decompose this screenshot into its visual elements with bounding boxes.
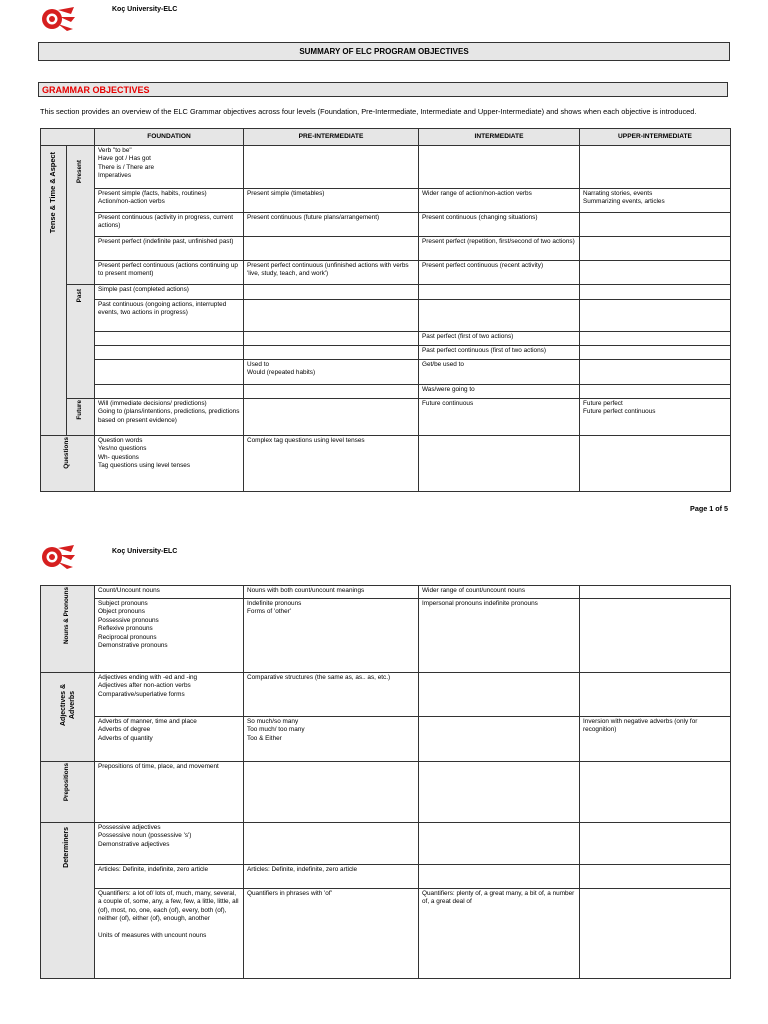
table-row (41, 673, 731, 717)
cell-line: Quantifiers: a lot of/ lots of, much, many, several, a couple of, some, any, a few, few, a little, little, all (of), most, no, one, each (of), every, both (of), neither (of), either (of), enough, another (98, 890, 239, 923)
table-row (41, 823, 731, 865)
cell (580, 261, 731, 285)
cell (419, 865, 580, 889)
col-header-upper-intermediate: UPPER-INTERMEDIATE (580, 129, 731, 146)
cell-line: Reflexive pronouns (98, 625, 153, 633)
table-row (41, 865, 731, 889)
cell-line: Wh- questions (98, 453, 139, 461)
table-row (41, 436, 731, 492)
cell-line: Future perfect (583, 400, 623, 407)
cell: Was/were going to (419, 385, 580, 399)
cell (95, 346, 244, 360)
cell (244, 146, 419, 189)
cell (244, 823, 419, 865)
cell-line: Comparative/superlative forms (98, 690, 185, 698)
cell: Present perfect continuous (actions continuing up to present moment) (95, 261, 244, 285)
cell-line: There is / There are (98, 163, 155, 171)
cell (580, 762, 731, 823)
cell (95, 599, 244, 673)
section-intro: This section provides an overview of the ELC Grammar objectives across four levels (Foundation, Pre-Intermediate, Intermediate and Upper-Intermediate) and shows when each objective is introduced. (40, 107, 697, 116)
group-prepositions: Prepositions (41, 762, 95, 823)
cell: Present continuous (future plans/arrangement) (244, 213, 419, 237)
cell: Present perfect (repetition, first/second of two actions) (419, 237, 580, 261)
cell: Comparative structures (the same as, as.. as, etc.) (244, 673, 419, 717)
cell: Present perfect continuous (recent activity) (419, 261, 580, 285)
cell-line: Possessive noun (possessive 's') (98, 832, 192, 840)
cell-line: Possessive pronouns (98, 616, 159, 624)
cell-line: Question words (98, 437, 143, 444)
cell (244, 762, 419, 823)
cell (580, 586, 731, 599)
group-tense: Tense & Time & Aspect (41, 146, 67, 436)
cell (244, 360, 419, 385)
cell: Articles: Definite, indefinite, zero article (244, 865, 419, 889)
cell (95, 717, 244, 762)
cell: Present simple (timetables) (244, 189, 419, 213)
cell (580, 146, 731, 189)
cell-line: Future perfect continuous (583, 408, 656, 416)
cell-line: Verb "to be" (98, 147, 132, 154)
cell (580, 285, 731, 300)
table-row (41, 599, 731, 673)
cell (419, 673, 580, 717)
cell: Wider range of action/non-action verbs (419, 189, 580, 213)
subgroup-present: Present (67, 146, 95, 285)
col-header-foundation: FOUNDATION (95, 129, 244, 146)
table-row (41, 285, 731, 300)
cell (580, 300, 731, 332)
cell (580, 889, 731, 979)
group-nouns-pronouns: Nouns & Pronouns (41, 586, 95, 673)
cell: Articles: Definite, indefinite, zero article (95, 865, 244, 889)
cell (580, 673, 731, 717)
cell: Wider range of count/uncount nouns (419, 586, 580, 599)
cell (580, 237, 731, 261)
grammar-table-page-2 (40, 585, 731, 979)
cell-line: Yes/no questions (98, 445, 147, 453)
cell: Quantifiers: plenty of, a great many, a bit of, a number of, a great deal of (419, 889, 580, 979)
cell: Simple past (completed actions) (95, 285, 244, 300)
table-row (41, 146, 731, 189)
cell: Past continuous (ongoing actions, interrupted events, two actions in progress) (95, 300, 244, 332)
cell-line: Going to (plans/intentions, predictions, predictions based on present evidence) (98, 408, 240, 424)
cell (95, 399, 244, 436)
cell (580, 436, 731, 492)
cell: Present continuous (changing situations) (419, 213, 580, 237)
cell: Complex tag questions using level tenses (244, 436, 419, 492)
cell-line: So much/so many (247, 718, 299, 725)
col-header-intermediate: INTERMEDIATE (419, 129, 580, 146)
cell-line: Used to (247, 361, 270, 368)
cell: Past perfect continuous (first of two actions) (419, 346, 580, 360)
cell-line (98, 924, 240, 932)
cell: Nouns with both count/uncount meanings (244, 586, 419, 599)
cell-line: Forms of 'other' (247, 608, 291, 616)
cell (244, 300, 419, 332)
cell-line: Object pronouns (98, 608, 145, 616)
cell (419, 823, 580, 865)
cell (580, 399, 731, 436)
table-header-row (41, 129, 731, 146)
cell (244, 346, 419, 360)
cell (244, 599, 419, 673)
cell (244, 332, 419, 346)
cell (419, 300, 580, 332)
document-title: SUMMARY OF ELC PROGRAM OBJECTIVES (38, 42, 730, 61)
cell-line: Units of measures with uncount nouns (98, 932, 207, 940)
cell (580, 599, 731, 673)
cell (244, 717, 419, 762)
group-adjectives-adverbs: Adjectives & Adverbs (41, 673, 95, 762)
table-row (41, 762, 731, 823)
cell: Quantifiers in phrases with 'of' (244, 889, 419, 979)
cell (95, 360, 244, 385)
cell-line: Reciprocal pronouns (98, 633, 157, 641)
table-row (41, 237, 731, 261)
cell (95, 436, 244, 492)
table-row (41, 213, 731, 237)
koc-university-logo-icon (38, 542, 76, 570)
cell (419, 436, 580, 492)
cell (244, 399, 419, 436)
cell (95, 146, 244, 189)
cell-line: Too much/ too many (247, 726, 305, 734)
cell (95, 332, 244, 346)
cell-line: Adverbs of quantity (98, 734, 153, 742)
cell-line: Tag questions using level tenses (98, 462, 191, 470)
table-row (41, 889, 731, 979)
cell (244, 385, 419, 399)
cell-line: Possessive adjectives (98, 824, 161, 831)
table-row (41, 300, 731, 332)
table-row (41, 717, 731, 762)
cell (419, 762, 580, 823)
cell-line: Subject pronouns (98, 600, 148, 607)
cell-line: Narrating stories, events (583, 190, 653, 197)
cell: Present continuous (activity in progress, current actions) (95, 213, 244, 237)
table-row (41, 586, 731, 599)
cell: Prepositions of time, place, and movement (95, 762, 244, 823)
cell (419, 717, 580, 762)
koc-university-logo-icon (38, 4, 76, 32)
cell (580, 360, 731, 385)
page-2 (0, 540, 768, 1024)
cell (580, 213, 731, 237)
cell (95, 189, 244, 213)
cell (580, 346, 731, 360)
subgroup-future: Future (67, 399, 95, 436)
cell: Present perfect continuous (unfinished actions with verbs 'live, study, teach, and work') (244, 261, 419, 285)
cell (95, 673, 244, 717)
table-row (41, 360, 731, 385)
cell-line: Present simple (facts, habits, routines) (98, 190, 207, 197)
cell: Impersonal pronouns indefinite pronouns (419, 599, 580, 673)
page-number: Page 1 of 5 (690, 504, 728, 513)
group-questions: Questions (41, 436, 95, 492)
cell (580, 332, 731, 346)
cell (244, 237, 419, 261)
cell-line: Indefinite pronouns (247, 600, 302, 607)
table-row (41, 346, 731, 360)
cell: Past perfect (first of two actions) (419, 332, 580, 346)
table-row (41, 385, 731, 399)
table-row (41, 189, 731, 213)
cell (244, 285, 419, 300)
cell (95, 823, 244, 865)
cell (580, 865, 731, 889)
subgroup-past: Past (67, 285, 95, 399)
section-title: GRAMMAR OBJECTIVES (38, 82, 728, 97)
cell-line: Action/non-action verbs (98, 198, 165, 206)
cell-line: Adjectives after non-action verbs (98, 682, 191, 690)
cell (95, 889, 244, 979)
cell: Inversion with negative adverbs (only for recognition) (580, 717, 731, 762)
cell-line: Will (immediate decisions/ predictions) (98, 400, 207, 407)
cell-line: Imperatives (98, 172, 132, 180)
cell-line: Would (repeated habits) (247, 369, 316, 377)
group-determiners: Determiners (41, 823, 95, 979)
cell-line: Demonstrative adjectives (98, 840, 170, 848)
table-row (41, 399, 731, 436)
cell: Present perfect (indefinite past, unfinished past) (95, 237, 244, 261)
cell-line: Demonstrative pronouns (98, 642, 168, 650)
cell (419, 285, 580, 300)
cell: Get/be used to (419, 360, 580, 385)
org-name: Koç University-ELC (112, 6, 178, 13)
cell-line: Adverbs of manner, time and place (98, 718, 197, 725)
table-row (41, 332, 731, 346)
org-name: Koç University-ELC (112, 548, 178, 555)
cell: Future continuous (419, 399, 580, 436)
col-header-pre-intermediate: PRE-INTERMEDIATE (244, 129, 419, 146)
cell-line: Summarizing events, articles (583, 198, 665, 206)
cell-line: Adverbs of degree (98, 726, 151, 734)
cell (95, 385, 244, 399)
cell-line: Too & Either (247, 734, 282, 742)
cell: Count/Uncount nouns (95, 586, 244, 599)
cell-line: Adjectives ending with -ed and -ing (98, 674, 198, 681)
cell (580, 823, 731, 865)
grammar-table-page-1 (40, 128, 731, 492)
cell-line: Have got / Has got (98, 155, 151, 163)
cell (580, 189, 731, 213)
cell (419, 146, 580, 189)
cell (580, 385, 731, 399)
table-row (41, 261, 731, 285)
